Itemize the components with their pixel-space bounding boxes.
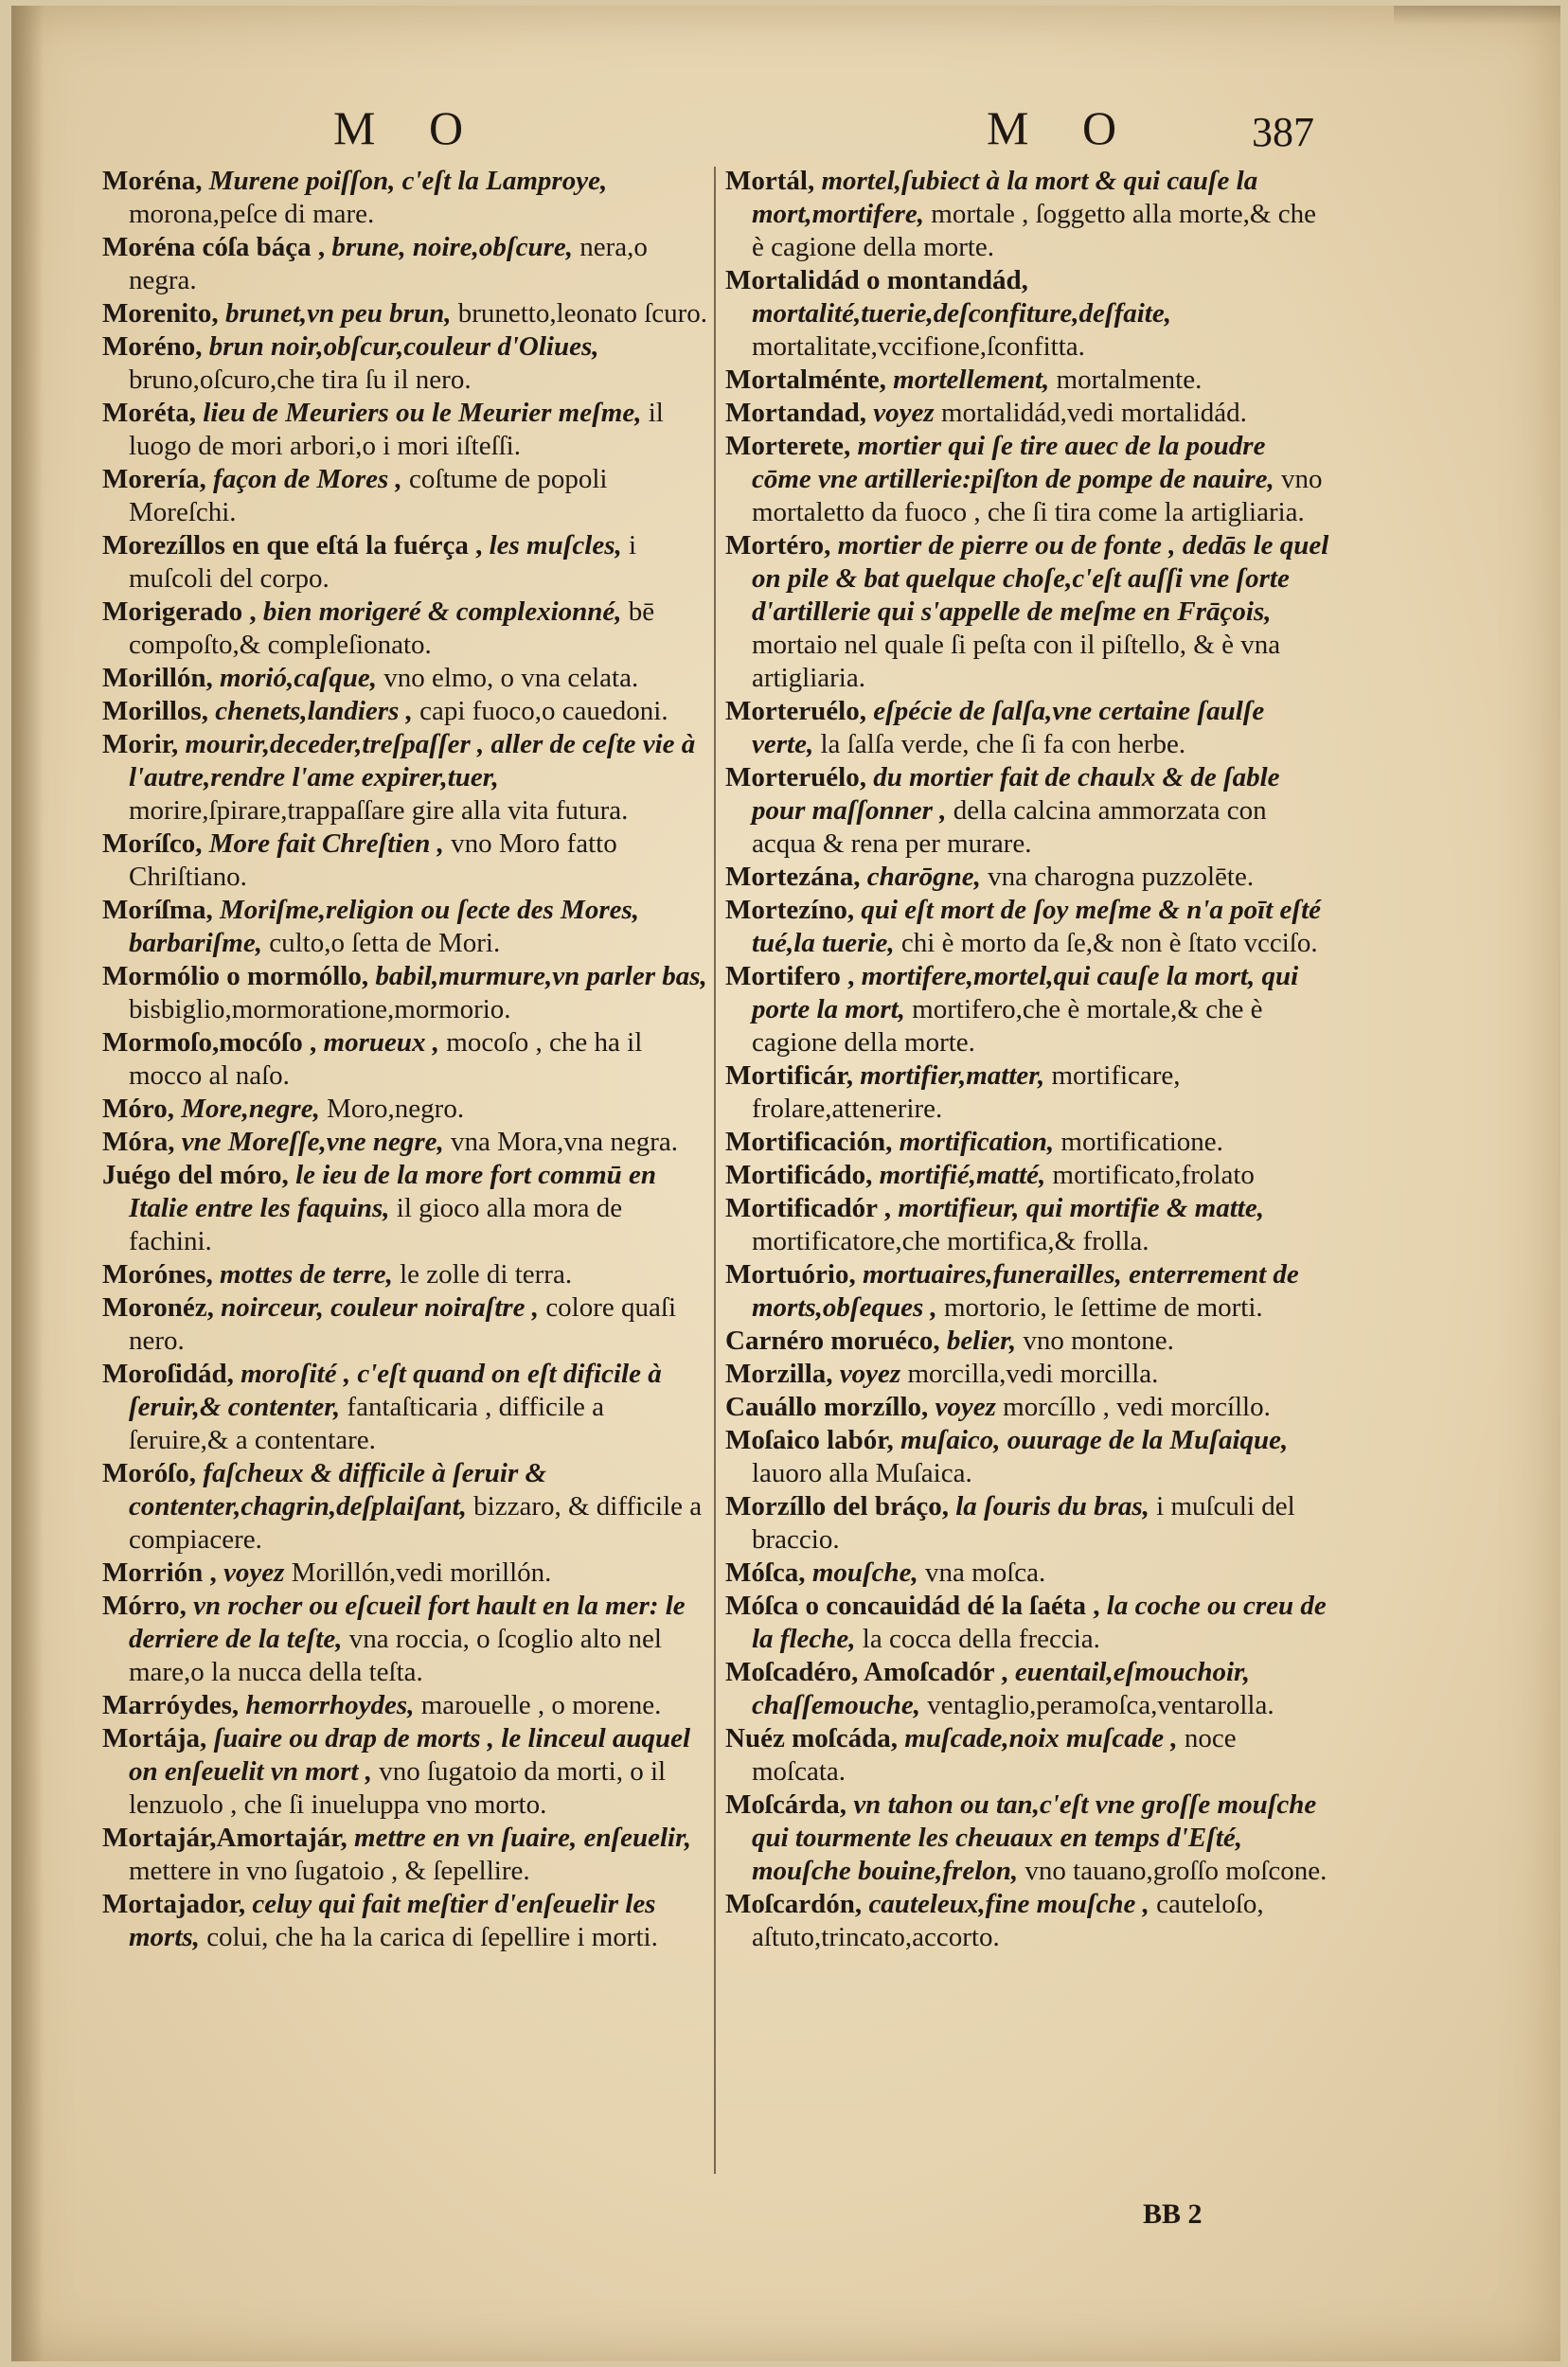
entry-french: muſcade,noix muſcade , xyxy=(904,1723,1178,1753)
entry-italian: morire,ſpirare,trappaſſare gire alla vita futura. xyxy=(129,795,629,826)
dictionary-entry xyxy=(725,960,1331,1059)
entry-headword: Moréno, xyxy=(102,331,203,362)
dictionary-entry xyxy=(102,960,708,1026)
entry-french: lieu de Meuriers ou le Meurier meſme, xyxy=(203,398,642,428)
dictionary-entry xyxy=(725,397,1331,430)
entry-french: mottes de terre, xyxy=(220,1259,393,1290)
dictionary-entry xyxy=(725,1325,1331,1358)
entry-headword: Mortifero , xyxy=(725,961,855,991)
entry-italian: vno montone. xyxy=(1023,1326,1174,1356)
entry-italian: cauteloſo, aſtuto,trincato,accorto. xyxy=(752,1889,1264,1952)
entry-italian: morcilla,vedi morcilla. xyxy=(907,1359,1159,1389)
dictionary-entry xyxy=(725,1656,1331,1722)
dictionary-entry xyxy=(102,1159,708,1258)
entry-french: du mortier fait de chaulx & de ſable pour maſſonner , xyxy=(752,762,1280,826)
entry-headword: Nuéz moſcáda, xyxy=(725,1723,899,1753)
entry-italian: bē compoſto,& compleſionato. xyxy=(129,596,655,660)
entry-french: hemorrhoydes, xyxy=(245,1690,415,1720)
entry-french: mortifieur, qui mortifie & matte, xyxy=(898,1193,1264,1223)
dictionary-entry xyxy=(725,1126,1331,1159)
entry-french: charōgne, xyxy=(866,862,981,892)
entry-french: euentail,eſmouchoir, chaſſemouche, xyxy=(752,1657,1250,1720)
running-head-left: M O xyxy=(333,101,485,154)
entry-headword: Móro, xyxy=(102,1094,174,1124)
entry-italian: mortificatore,che mortifica,& frolla. xyxy=(752,1226,1149,1256)
entry-french: les muſcles, xyxy=(489,530,622,561)
dictionary-entry xyxy=(725,430,1331,529)
entry-italian: i muſculi del braccio. xyxy=(752,1491,1295,1555)
entry-italian: vno tauano,groſſo moſcone. xyxy=(1025,1856,1327,1886)
entry-headword: Morteruélo, xyxy=(725,696,866,726)
entry-headword: Mortál, xyxy=(725,166,815,196)
entry-italian: vna Mora,vna negra. xyxy=(451,1127,678,1157)
dictionary-entry xyxy=(102,330,708,397)
dictionary-entry xyxy=(725,165,1331,264)
dictionary-entry xyxy=(725,894,1331,960)
dictionary-entry xyxy=(102,1722,708,1822)
entry-italian: vno elmo, o vna celata. xyxy=(383,663,639,693)
entry-headword: Morzíllo del bráço, xyxy=(725,1491,949,1522)
entry-headword: Mortuório, xyxy=(725,1259,856,1290)
entry-italian: culto,o ſetta de Mori. xyxy=(269,928,501,958)
entry-headword: Mormoſo,mocóſo , xyxy=(102,1027,317,1058)
entry-headword: Moréna cóſa báça , xyxy=(102,232,326,262)
entry-french: Moriſme,religion ou ſecte des Mores, barbariſme, xyxy=(129,895,640,958)
entry-italian: mocoſo , che ha il mocco al naſo. xyxy=(129,1027,643,1091)
entry-french: façon de Mores , xyxy=(213,464,402,494)
entry-french: mourir,deceder,treſpaſſer , aller de ceſte vie à l'autre,rendre l'ame expirer,tuer, xyxy=(129,729,696,792)
entry-french: mortier qui ſe tire auec de la poudre cōme vne artillerie:piſton de pompe de nauire, xyxy=(752,431,1274,494)
entry-italian: colore quaſi nero. xyxy=(129,1292,677,1356)
entry-french: le ieu de la more fort commū en Italie entre les faquins, xyxy=(129,1160,657,1223)
dictionary-entry xyxy=(725,364,1331,397)
entry-headword: Moréta, xyxy=(102,398,197,428)
dictionary-entry xyxy=(102,231,708,297)
entry-headword: Moréna, xyxy=(102,166,203,196)
entry-italian: vno mortaletto da fuoco , che ſi tira come la artigliaria. xyxy=(752,464,1323,527)
entry-french: More fait Chreſtien , xyxy=(208,828,444,859)
entry-french: vn tahon ou tan,c'eſt vne groſſe mouſche qui tourmente les cheuaux en temps d'Eſté, mouſche bouine,frelon, xyxy=(752,1789,1317,1886)
entry-french: babil,murmure,vn parler bas, xyxy=(375,961,707,991)
dictionary-entry xyxy=(725,529,1331,695)
entry-headword: Cauállo morzíllo, xyxy=(725,1392,929,1422)
entry-italian: lauoro alla Muſaica. xyxy=(752,1458,972,1488)
entry-italian: Moro,negro. xyxy=(327,1094,465,1124)
entry-italian: vna roccia, o ſcoglio alto nel mare,o la nucca della teſta. xyxy=(129,1624,662,1687)
column-divider xyxy=(714,167,716,2174)
entry-french: mettre en vn ſuaire, enſeuelir, xyxy=(354,1823,692,1853)
top-edge-bleed xyxy=(1394,6,1560,25)
entry-italian: il luogo de mori arbori,o i mori iſteſſi. xyxy=(129,398,664,461)
dictionary-entry xyxy=(102,662,708,695)
dictionary-entry xyxy=(102,529,708,596)
entry-headword: Morónes, xyxy=(102,1259,213,1290)
dictionary-entry xyxy=(102,1358,708,1457)
dictionary-entry xyxy=(725,695,1331,761)
entry-italian: della calcina ammorzata con acqua & rena per murare. xyxy=(752,795,1267,859)
dictionary-entry xyxy=(725,1424,1331,1490)
dictionary-entry xyxy=(102,1888,708,1954)
entry-headword: Morir, xyxy=(102,729,179,759)
entry-headword: Morigerado , xyxy=(102,596,257,627)
entry-french: vn rocher ou eſcueil fort hault en la mer: le derriere de la teſte, xyxy=(129,1591,686,1654)
entry-french: mouſche, xyxy=(811,1557,918,1588)
entry-italian: morcíllo , vedi morcíllo. xyxy=(1003,1392,1271,1422)
dictionary-entry xyxy=(725,1358,1331,1391)
entry-french: faſcheux & difficile à ſeruir & contenter,chagrin,deſplaiſant, xyxy=(129,1458,547,1522)
entry-french: mortalité,tuerie,deſconfiture,deſfaite, xyxy=(752,298,1171,329)
entry-italian: Morillón,vedi morillón. xyxy=(291,1557,552,1588)
entry-italian: mortalidád,vedi mortalidád. xyxy=(940,398,1247,428)
entry-headword: Mortajador, xyxy=(102,1889,246,1919)
entry-french: voyez xyxy=(873,398,935,428)
entry-french: More,negre, xyxy=(181,1094,320,1124)
entry-french: mortification, xyxy=(899,1127,1055,1157)
entry-italian: vno Moro fatto Chriſtiano. xyxy=(129,828,617,892)
dictionary-entry xyxy=(102,1291,708,1358)
entry-headword: Morteruélo, xyxy=(725,762,866,792)
entry-french: vne Moreſſe,vne negre, xyxy=(181,1127,444,1157)
dictionary-entry xyxy=(102,1457,708,1557)
entry-italian: ventaglio,peramoſca,ventarolla. xyxy=(927,1690,1274,1720)
entry-headword: Moronéz, xyxy=(102,1292,214,1323)
entry-french: moroſité , c'eſt quand on eſt dificile à ſeruir,& contenter, xyxy=(129,1359,662,1422)
dictionary-entry xyxy=(725,1258,1331,1325)
entry-italian: vno ſugatoio da morti, o il lenzuolo , che ſi inueluppa vno morto. xyxy=(129,1756,667,1820)
entry-french: mortel,ſubiect à la mort & qui cauſe la mort,mortifere, xyxy=(752,166,1258,229)
entry-headword: Morenito, xyxy=(102,298,219,329)
entry-italian: noce moſcata. xyxy=(752,1723,1237,1787)
entry-french: mortuaires,funerailles, enterrement de morts,obſeques , xyxy=(752,1259,1299,1323)
entry-headword: Mortája, xyxy=(102,1723,207,1753)
dictionary-entry xyxy=(725,1490,1331,1557)
entry-italian: mortificato,frolato xyxy=(1052,1160,1255,1190)
entry-headword: Moſcadéro, Amoſcadór , xyxy=(725,1657,1008,1687)
entry-headword: Mortificádo, xyxy=(725,1160,873,1190)
dictionary-entry xyxy=(102,1557,708,1590)
dictionary-entry xyxy=(102,728,708,828)
entry-headword: Morrión , xyxy=(102,1557,217,1588)
entry-headword: Moróſo, xyxy=(102,1458,197,1488)
entry-french: voyez xyxy=(935,1392,996,1422)
entry-headword: Morzilla, xyxy=(725,1359,833,1389)
dictionary-entry xyxy=(102,1822,708,1888)
entry-italian: coſtume de popoli Moreſchi. xyxy=(129,464,608,527)
entry-italian: i muſcoli del corpo. xyxy=(129,530,637,594)
dictionary-entry xyxy=(725,1059,1331,1126)
entry-french: eſpécie de ſalſa,vne certaine ſaulſe verte, xyxy=(752,696,1265,759)
entry-french: cauteleux,fine mouſche , xyxy=(868,1889,1149,1919)
entry-italian: marouelle , o morene. xyxy=(420,1690,662,1720)
dictionary-entry xyxy=(102,1093,708,1126)
entry-headword: Morería, xyxy=(102,464,206,494)
entry-french: celuy qui fait meſtier d'enſeuelir les morts, xyxy=(129,1889,656,1952)
entry-italian: mortificatione. xyxy=(1060,1127,1223,1157)
entry-italian: la cocca della freccia. xyxy=(862,1624,1100,1654)
entry-headword: Morezíllos en que eſtá la fuérça , xyxy=(102,530,483,561)
entry-italian: bisbiglio,mormoratione,mormorio. xyxy=(129,994,511,1024)
dictionary-entry xyxy=(102,397,708,463)
entry-headword: Morillón, xyxy=(102,663,213,693)
entry-headword: Mortalménte, xyxy=(725,365,886,395)
dictionary-entry xyxy=(102,463,708,529)
dictionary-entry xyxy=(725,861,1331,894)
entry-italian: il gioco alla mora de fachini. xyxy=(129,1193,623,1256)
page-number: 387 xyxy=(1252,109,1314,155)
entry-french: brun noir,obſcur,couleur d'Oliues, xyxy=(208,331,599,362)
entry-french: ſuaire ou drap de morts , le linceul auquel on enſeuelit vn mort , xyxy=(129,1723,691,1787)
dictionary-entry xyxy=(725,1391,1331,1424)
entry-italian: mettere in vno ſugatoio , & ſepellire. xyxy=(129,1856,530,1886)
entry-italian: bizzaro, & difficile a compiacere. xyxy=(129,1491,703,1555)
entry-french: mortifier,matter, xyxy=(860,1060,1045,1091)
entry-headword: Moſaico labór, xyxy=(725,1425,894,1455)
dictionary-entry xyxy=(725,1590,1331,1656)
entry-french: Murene poiſſon, c'eſt la Lamproye, xyxy=(208,166,608,196)
entry-italian: fantaſticaria , difficile a ſeruire,& a contentare. xyxy=(129,1392,605,1455)
entry-italian: colui, che ha la carica di ſepellire i morti. xyxy=(206,1922,658,1952)
entry-french: brune, noire,obſcure, xyxy=(331,232,573,262)
entry-french: morueux , xyxy=(323,1027,440,1058)
signature-mark: BB 2 xyxy=(1143,2198,1203,2230)
entry-french: brunet,vn peu brun, xyxy=(224,298,452,329)
entry-italian: nera,o negra. xyxy=(129,232,648,295)
entry-french: mortifié,matté, xyxy=(879,1160,1046,1190)
entry-headword: Moſcardón, xyxy=(725,1889,863,1919)
dictionary-entry xyxy=(725,1888,1331,1954)
dictionary-entry xyxy=(725,1192,1331,1258)
entry-headword: Moroſidád, xyxy=(102,1359,234,1389)
entry-headword: Mormólio o mormóllo, xyxy=(102,961,369,991)
entry-headword: Móra, xyxy=(102,1127,175,1157)
entry-italian: brunetto,leonato ſcuro. xyxy=(457,298,708,329)
entry-headword: Mortezána, xyxy=(725,862,861,892)
entry-french: mortellement, xyxy=(893,365,1050,395)
entry-italian: mortifero,che è mortale,& che è cagione della morte. xyxy=(752,994,1263,1058)
dictionary-entry xyxy=(725,1722,1331,1789)
dictionary-entry xyxy=(102,1126,708,1159)
entry-italian: bruno,oſcuro,che tira ſu il nero. xyxy=(129,365,472,395)
entry-italian: mortalitate,vccifione,ſconfitta. xyxy=(752,331,1085,362)
dictionary-entry xyxy=(102,1689,708,1722)
dictionary-entry xyxy=(102,1026,708,1093)
entry-french: la coche ou creu de la fleche, xyxy=(752,1591,1327,1654)
dictionary-entry xyxy=(725,1557,1331,1590)
entry-headword: Mortajár,Amortajár, xyxy=(102,1823,347,1853)
entry-italian: morona,peſce di mare. xyxy=(129,199,375,229)
dictionary-entry xyxy=(102,828,708,894)
entry-italian: vna charogna puzzolēte. xyxy=(988,862,1255,892)
left-column xyxy=(102,165,708,1954)
entry-french: voyez xyxy=(839,1359,901,1389)
entry-headword: Moríſma, xyxy=(102,895,213,925)
entry-headword: Mortandad, xyxy=(725,398,867,428)
entry-italian: vna moſca. xyxy=(925,1557,1046,1588)
entry-french: noirceur, couleur noiraſtre , xyxy=(221,1292,540,1323)
entry-italian: mortale , ſoggetto alla morte,& che è cagione della morte. xyxy=(752,199,1316,262)
entry-headword: Móſca o concauidád dé la ſaéta , xyxy=(725,1591,1100,1621)
entry-french: muſaico, ouurage de la Muſaique, xyxy=(900,1425,1289,1455)
page-spine-shadow xyxy=(11,6,44,2361)
entry-headword: Marróydes, xyxy=(102,1690,240,1720)
dictionary-entry xyxy=(102,894,708,960)
entry-french: bien morigeré & complexionné, xyxy=(262,596,622,627)
dictionary-entry xyxy=(102,1590,708,1689)
entry-headword: Morterete, xyxy=(725,431,851,461)
dictionary-entry xyxy=(102,165,708,231)
dictionary-entry xyxy=(102,695,708,728)
dictionary-entry xyxy=(102,596,708,662)
dictionary-entry xyxy=(102,1258,708,1291)
entry-french: chenets,landiers , xyxy=(215,696,413,726)
entry-french: mortier de pierre ou de fonte , dedās le quel on pile & bat quelque choſe,c'eſt auſſi vne ſorte d'artillerie qui s'appelle de meſme en Frāçois, xyxy=(752,530,1329,627)
entry-french: qui eſt mort de ſoy meſme & n'a poīt eſté tué,la tuerie, xyxy=(752,895,1321,958)
entry-italian: mortificare, frolare,attenerire. xyxy=(752,1060,1181,1124)
entry-italian: mortaio nel quale ſi peſta con il piſtello, & è vna artigliaria. xyxy=(752,630,1281,693)
dictionary-entry xyxy=(102,297,708,330)
entry-italian: la ſalſa verde, che ſi fa con herbe. xyxy=(820,729,1186,759)
entry-headword: Mortificár, xyxy=(725,1060,854,1091)
entry-headword: Juégo del móro, xyxy=(102,1160,289,1190)
entry-french: voyez xyxy=(223,1557,285,1588)
entry-headword: Moríſco, xyxy=(102,828,203,859)
entry-italian: le zolle di terra. xyxy=(400,1259,573,1290)
entry-italian: mortorio, le ſettime de morti. xyxy=(944,1292,1263,1323)
entry-headword: Mortéro, xyxy=(725,530,831,561)
entry-headword: Mortezíno, xyxy=(725,895,855,925)
entry-italian: chi è morto da ſe,& non è ſtato vcciſo. xyxy=(900,928,1318,958)
entry-french: mortifere,mortel,qui cauſe la mort, qui porte la mort, xyxy=(752,961,1299,1024)
entry-headword: Carnéro moruéco, xyxy=(725,1326,940,1356)
entry-headword: Moſcárda, xyxy=(725,1789,847,1820)
entry-french: la ſouris du bras, xyxy=(955,1491,1149,1522)
dictionary-entry xyxy=(725,264,1331,364)
entry-french: belier, xyxy=(946,1326,1017,1356)
entry-headword: Mórro, xyxy=(102,1591,187,1621)
dictionary-entry xyxy=(725,1159,1331,1192)
dictionary-entry xyxy=(725,1789,1331,1888)
right-column xyxy=(725,165,1331,1954)
entry-headword: Mortificación, xyxy=(725,1127,893,1157)
entry-headword: Mortalidád o montandád, xyxy=(725,265,1028,295)
entry-headword: Mortificadór , xyxy=(725,1193,892,1223)
dictionary-page xyxy=(11,6,1560,2361)
entry-headword: Móſca, xyxy=(725,1557,806,1588)
running-head-right: M O xyxy=(987,101,1138,154)
entry-italian: mortalmente. xyxy=(1056,365,1203,395)
entry-italian: capi fuoco,o cauedoni. xyxy=(419,696,668,726)
dictionary-entry xyxy=(725,761,1331,861)
entry-headword: Morillos, xyxy=(102,696,208,726)
entry-french: morió,caſque, xyxy=(220,663,377,693)
